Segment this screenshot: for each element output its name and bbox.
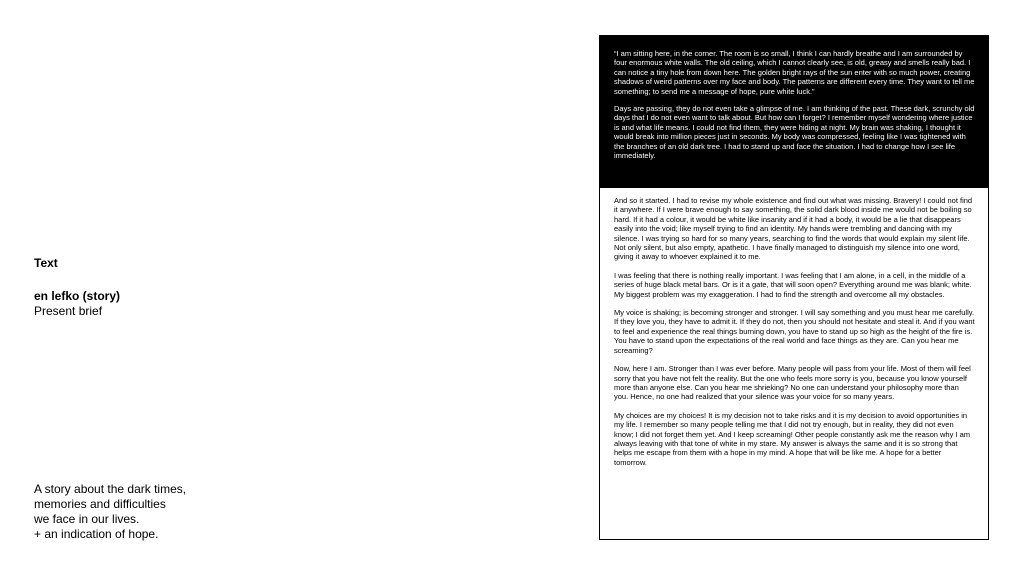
story-name: en lefko (story) <box>34 289 121 303</box>
story-summary <box>34 482 186 542</box>
story-paragraph: I was feeling that there is nothing really important. I was feeling that I am alone, in a cell, in the middle of a series of huge black metal bars. Or is it a gate, that will soon open? Everything around me was blank; white. My biggest problem was my exaggeration. I had to find the strength and overcome all my obstacles. <box>614 270 972 299</box>
story-paragraph: “I am sitting here, in the corner. The room is so small, I think I can hardly breathe and I am surrounded by four enormous white walls. The old ceiling, which I cannot clearly see, is old, greasy and smells really bad. I can notice a tiny hole from down here. The golden bright rays of the sun enter with so much power, creating shadows of weird patterns over my face and body. The patterns are different every time. They want to tell me something; to send me a message of hope, pure white luck.” <box>614 49 975 96</box>
brief-label: Present brief <box>34 304 103 318</box>
story-dark-section <box>600 36 988 188</box>
story-paragraph: My choices are my choices! It is my decision not to take risks and it is my decision to avoid opportunities in my life. I remember so many people telling me that I did not try enough, but in reality, they did not even know; I did not forget them yet. And I keep screaming! Other people constantly ask me the reason why I am always leaving with that tone of white in my stare. My answer is always the same and it is so strong that helps me escape from them with a hope in my mind. A hope that will be like me. A hope for a better tomorrow. <box>614 410 971 467</box>
story-paragraph: And so it started. I had to revise my whole existence and find out what was missing. Bravery! I could not find it anywhere. If I were brave enough to say something, the solid dark blood inside me would not be boiling so hard. If it had a colour, it would be white like insanity and if it had a body, it would be a lie that disappears easily into the void; like myself trying to find an identity. My hands were trembling and dancing with my silence. I was trying so hard for so many years, searching to find the words that would explain my silent life. Not only silent, but also empty, apathetic. I have finally managed to distinguish my silence into one word, giving it away to whoever explained it to me. <box>614 196 973 262</box>
summary-line: + an indication of hope. <box>34 527 159 541</box>
summary-line: memories and difficulties <box>34 497 166 511</box>
story-light-section <box>600 188 988 467</box>
summary-line: we face in our lives. <box>34 512 140 526</box>
summary-line: A story about the dark times, <box>34 482 187 496</box>
story-subtitle <box>34 289 120 319</box>
story-paragraph: Days are passing, they do not even take a glimpse of me. I am thinking of the past. These dark, scrunchy old days that I do not even want to talk about. But how can I forget? I remember myself wondering where justice is and what life means. I could not find them, they were hiding at night. My brain was shaking, I thought it would break into million pieces just in seconds. My body was compressed, feeling like I was tightened with the branches of an old dark tree. I had to stand up and face the situation. I had to change how I see life immediately. <box>614 104 975 161</box>
story-panel <box>599 35 989 540</box>
section-title: Text <box>34 256 58 270</box>
story-paragraph: Now, here I am. Stronger than I was ever before. Many people will pass from your life. Most of them will feel sorry that you have not felt the reality. But the one who feels more sorry is you, because you know yourself more than anyone else. Can you hear me shrieking? No one can understand your philosophy more than you. Hence, no one had realized that your silence was your voice for so many years. <box>614 364 971 402</box>
story-paragraph: My voice is shaking; is becoming stronger and stronger. I will say something and you must hear me carefully. If they love you, they have to admit it. If they do not, then you should not hesitate and steal it. And if you want to feel and experience the real things burning down, you have to stand up so high as the height of the fire is. You have to stand upon the expectations of the real world and face things as they are. Can you hear me screaming? <box>614 308 975 355</box>
